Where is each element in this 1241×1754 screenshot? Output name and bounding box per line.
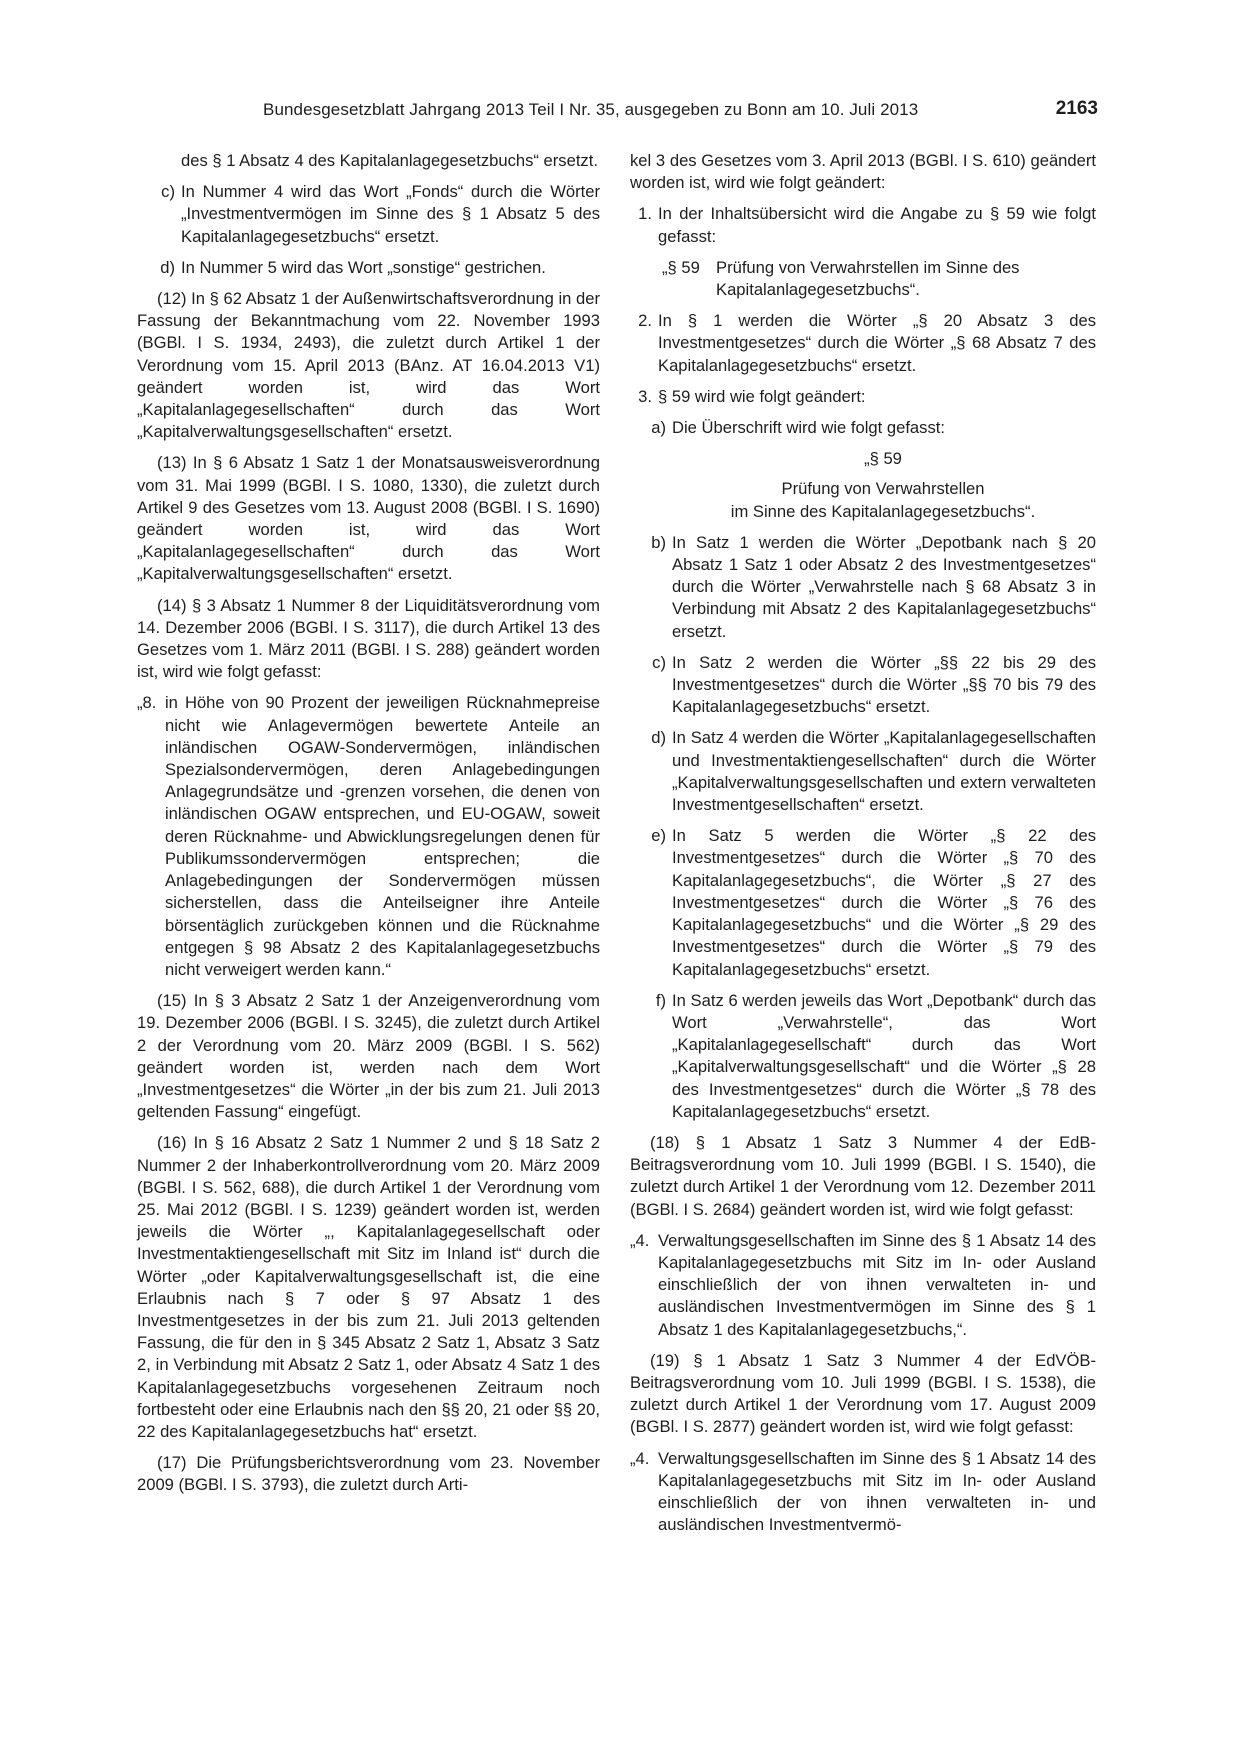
item-label: c): [161, 182, 175, 202]
item-label: e): [651, 826, 666, 846]
list-item-3a: [644, 417, 1096, 439]
item-text: In § 1 werden die Wörter „§ 20 Absatz 3 des Investmentgesetzes“ durch die Wörter „§ 68 Absatz 7 des Kapitalanlagegesetzbuchs“ ersetzt.: [658, 311, 1096, 375]
left-column: [137, 150, 600, 1506]
continued-text: des § 1 Absatz 4 des Kapitalanlagegesetzbuchs“ ersetzt.: [181, 151, 598, 170]
item-text: Prüfung von Verwahrstellen im Sinne des Kapitalanlagegesetzbuchs“.: [716, 257, 1020, 300]
item-text: in Höhe von 90 Prozent der jeweiligen Rücknahmepreise nicht wie Anlagevermögen bewertete Anteile an inländischen OGAW-Sondervermögen, inländischen Spezialsondervermögen, deren Anlagebedingungen Anlagegrundsätze und -grenzen vorsehen, die denen von inländischen OGAW entsprechen, und EU-OGAW, soweit deren Rücknahme- und Abwicklungsregelungen denen für Publikumssondervermögen entsprechen; die Anlagebedingungen der Sondervermögen müssen sicherstellen, dass die Anteilseigner ihre Anteile börsentäglich zurückgeben können und die Rücknahme entgegen § 98 Absatz 2 des Kapitalanlagegesetzbuchs nicht verweigert werden kann.“: [165, 693, 600, 979]
item-text: In Nummer 4 wird das Wort „Fonds“ durch die Wörter „Investmentvermögen im Sinne des § 1 Absatz 5 des Kapitalanlagegesetzbuchs“ ersetzt.: [181, 182, 600, 246]
list-item-3c: [644, 652, 1096, 719]
quoted-toc-entry: [662, 257, 1096, 301]
item-text: In Nummer 5 wird das Wort „sonstige“ gestrichen.: [181, 257, 546, 277]
page-number: 2163: [1055, 98, 1098, 119]
item-label: „4.: [630, 1230, 650, 1250]
heading-title-line2: im Sinne des Kapitalanlagegesetzbuchs“.: [730, 501, 1036, 521]
list-item-2: [630, 310, 1096, 377]
list-item-3b: [644, 532, 1096, 643]
item-text: In der Inhaltsübersicht wird die Angabe zu § 59 wie folgt gefasst:: [658, 204, 1096, 246]
paragraph-19: (19) § 1 Absatz 1 Satz 3 Nummer 4 der EdVÖB-Beitragsverordnung vom 10. Juli 1999 (BGBl. I S. 1538), die zuletzt durch Artikel 1 der Verordnung vom 17. August 2009 (BGBl. I S. 2877) geändert worden ist, wird wie folgt gefasst:: [630, 1350, 1096, 1437]
quoted-heading: [670, 448, 1096, 523]
paragraph-15: (15) In § 3 Absatz 2 Satz 1 der Anzeigenverordnung vom 19. Dezember 2006 (BGBl. I S. 3245), die zuletzt durch Artikel 2 der Verordnung vom 20. März 2009 (BGBl. I S. 562) geändert worden ist, werden nach dem Wort „Investmentgesetzes“ die Wörter „in der bis zum 21. Juli 2013 geltenden Fassung“ eingefügt.: [137, 991, 600, 1122]
paragraph-18: (18) § 1 Absatz 1 Satz 3 Nummer 4 der EdB-Beitragsverordnung vom 10. Juli 1999 (BGBl. I S. 1540), die zuletzt durch Artikel 1 der Verordnung vom 12. Dezember 2011 (BGBl. I S. 2684) geändert worden ist, wird wie folgt gefasst:: [630, 1132, 1096, 1219]
item-label: f): [655, 990, 666, 1010]
list-item-d: [137, 257, 600, 279]
item-text: Verwaltungsgesellschaften im Sinne des § 1 Absatz 14 des Kapitalanlagegesetzbuchs mit Sitz im In- oder Ausland einschließlich der von ihnen verwalteten in- und ausländischen Investmentvermögen im Sinne des § 1 Absatz 1 des Kapitalanlagegesetzbuchs,“.: [658, 1230, 1096, 1339]
list-item-3: [630, 386, 1096, 408]
item-label: 3.: [638, 386, 652, 406]
quoted-item-4-edb: [630, 1230, 1096, 1341]
item-text: In Satz 1 werden die Wörter „Depotbank nach § 20 Absatz 1 Satz 1 oder Absatz 2 des Investmentgesetzes“ durch die Wörter „Verwahrstelle nach § 68 Absatz 3 in Verbindung mit Absatz 2 des Kapitalanlagegesetzbuchs“ ersetzt.: [672, 532, 1096, 641]
item-label: a): [651, 418, 666, 438]
quoted-item-8: [137, 692, 600, 981]
item-label: „8.: [137, 693, 157, 713]
item-text: In Satz 5 werden die Wörter „§ 22 des Investmentgesetzes“ durch die Wörter „§ 70 des Kapitalanlagegesetzbuchs“, die Wörter „§ 27 des Investmentgesetzes“ durch die Wörter „§ 76 des Kapitalanlagegesetzbuchs“ und die Wörter „§ 29 des Investmentgesetzes“ durch die Wörter „§ 79 des Kapitalanlagegesetzbuchs“ ersetzt.: [672, 826, 1096, 979]
item-text: Verwaltungsgesellschaften im Sinne des § 1 Absatz 14 des Kapitalanlagegesetzbuchs mit Sitz im In- oder Ausland einschließlich der von ihnen verwalteten in- und ausländischen Investmentvermö-: [658, 1448, 1096, 1535]
paragraph-17: (17) Die Prüfungsberichtsverordnung vom 23. November 2009 (BGBl. I S. 3793), die zuletzt durch Arti-: [137, 1453, 600, 1495]
item-label: b): [651, 532, 666, 552]
list-item-c: [137, 181, 600, 248]
heading-title-line1: Prüfung von Verwahrstellen: [781, 479, 985, 499]
list-item-3f: [644, 990, 1096, 1123]
item-label: „4.: [630, 1448, 650, 1468]
list-item-3d: [644, 727, 1096, 816]
paragraph-12: (12) In § 62 Absatz 1 der Außenwirtschaftsverordnung in der Fassung der Bekanntmachung vom 22. November 1993 (BGBl. I S. 1934, 2493), die zuletzt durch Artikel 1 der Verordnung vom 15. April 2013 (BAnz. AT 16.04.2013 V1) geändert worden ist, wird das Wort „Kapitalanlagegesellschaften“ durch das Wort „Kapitalverwaltungsgesellschaften“ ersetzt.: [137, 289, 600, 442]
item-text: In Satz 4 werden die Wörter „Kapitalanlagegesellschaften und Investmentaktiengesellschaften“ durch die Wörter „Kapitalverwaltungsgesellschaften und extern verwalteten Investmentgesellschaften“ ersetzt.: [672, 728, 1096, 815]
item-text: § 59 wird wie folgt geändert:: [658, 386, 866, 406]
paragraph-14: (14) § 3 Absatz 1 Nummer 8 der Liquiditätsverordnung vom 14. Dezember 2006 (BGBl. I S. 3117), die durch Artikel 13 des Gesetzes vom 1. März 2011 (BGBl. I S. 288) geändert worden ist, wird wie folgt gefasst:: [137, 595, 600, 682]
right-column: [630, 150, 1096, 1545]
item-text: In Satz 2 werden die Wörter „§§ 22 bis 29 des Investmentgesetzes“ durch die Wörter „§§ 70 bis 79 des Kapitalanlagegesetzbuchs“ ersetzt.: [672, 652, 1096, 717]
item-label: „§ 59: [662, 257, 700, 277]
list-item-3e: [644, 825, 1096, 980]
list-item-1: [630, 203, 1096, 247]
paragraph-16: (16) In § 16 Absatz 2 Satz 1 Nummer 2 und § 18 Satz 2 Nummer 2 der Inhaberkontrollverordnung vom 20. März 2009 (BGBl. I S. 562, 688), die durch Artikel 1 der Verordnung vom 25. Mai 2012 (BGBl. I S. 1239) geändert worden ist, werden jeweils die Wörter „, Kapitalanlagegesellschaft oder Investmentaktiengesellschaft mit Sitz im Inland ist“ durch die Wörter „oder Kapitalverwaltungsgesellschaft ist, die eine Erlaubnis nach § 7 oder § 97 Absatz 1 des Investmentgesetzes in der bis zum 21. Juli 2013 geltenden Fassung, die für den in § 345 Absatz 2 Satz 1, Absatz 3 Satz 2, in Verbindung mit Absatz 2 Satz 1, oder Absatz 4 Satz 1 des Kapitalanlagegesetzbuchs vorgesehenen Zeitraum noch fortbesteht oder eine Erlaubnis nach den §§ 20, 21 oder §§ 20, 22 des Kapitalanlagegesetzbuchs hat“ ersetzt.: [137, 1133, 600, 1441]
item-label: c): [652, 652, 666, 672]
paragraph-13: (13) In § 6 Absatz 1 Satz 1 der Monatsausweisverordnung vom 31. Mai 1999 (BGBl. I S. 1080, 1330), die zuletzt durch Artikel 9 des Gesetzes vom 13. August 2008 (BGBl. I S. 1690) geändert worden ist, wird das Wort „Kapitalanlagegesellschaften“ durch das Wort „Kapitalverwaltungsgesellschaften“ ersetzt.: [137, 453, 600, 584]
item-label: d): [651, 728, 666, 748]
item-text: Die Überschrift wird wie folgt gefasst:: [672, 418, 945, 438]
item-label: 1.: [638, 204, 652, 224]
quoted-item-4-edvoeb: [630, 1448, 1096, 1537]
continued-text: kel 3 des Gesetzes vom 3. April 2013 (BGBl. I S. 610) geändert worden ist, wird wie folgt geändert:: [630, 151, 1096, 193]
item-label: 2.: [638, 311, 652, 331]
item-label: d): [160, 257, 175, 277]
gazette-title: Bundesgesetzblatt Jahrgang 2013 Teil I Nr. 35, ausgegeben zu Bonn am 10. Juli 2013: [263, 100, 919, 119]
page-header: [263, 100, 1098, 130]
heading-section: „§ 59: [864, 449, 902, 469]
item-text: In Satz 6 werden jeweils das Wort „Depotbank“ durch das Wort „Verwahrstelle“, das Wort „Kapitalanlagegesellschaft“ durch das Wort „Kapitalverwaltungsgesellschaft“ und die Wörter „§ 28 des Investmentgesetzes“ durch die Wörter „§ 78 des Kapitalanlagegesetzbuchs“ ersetzt.: [672, 990, 1096, 1121]
